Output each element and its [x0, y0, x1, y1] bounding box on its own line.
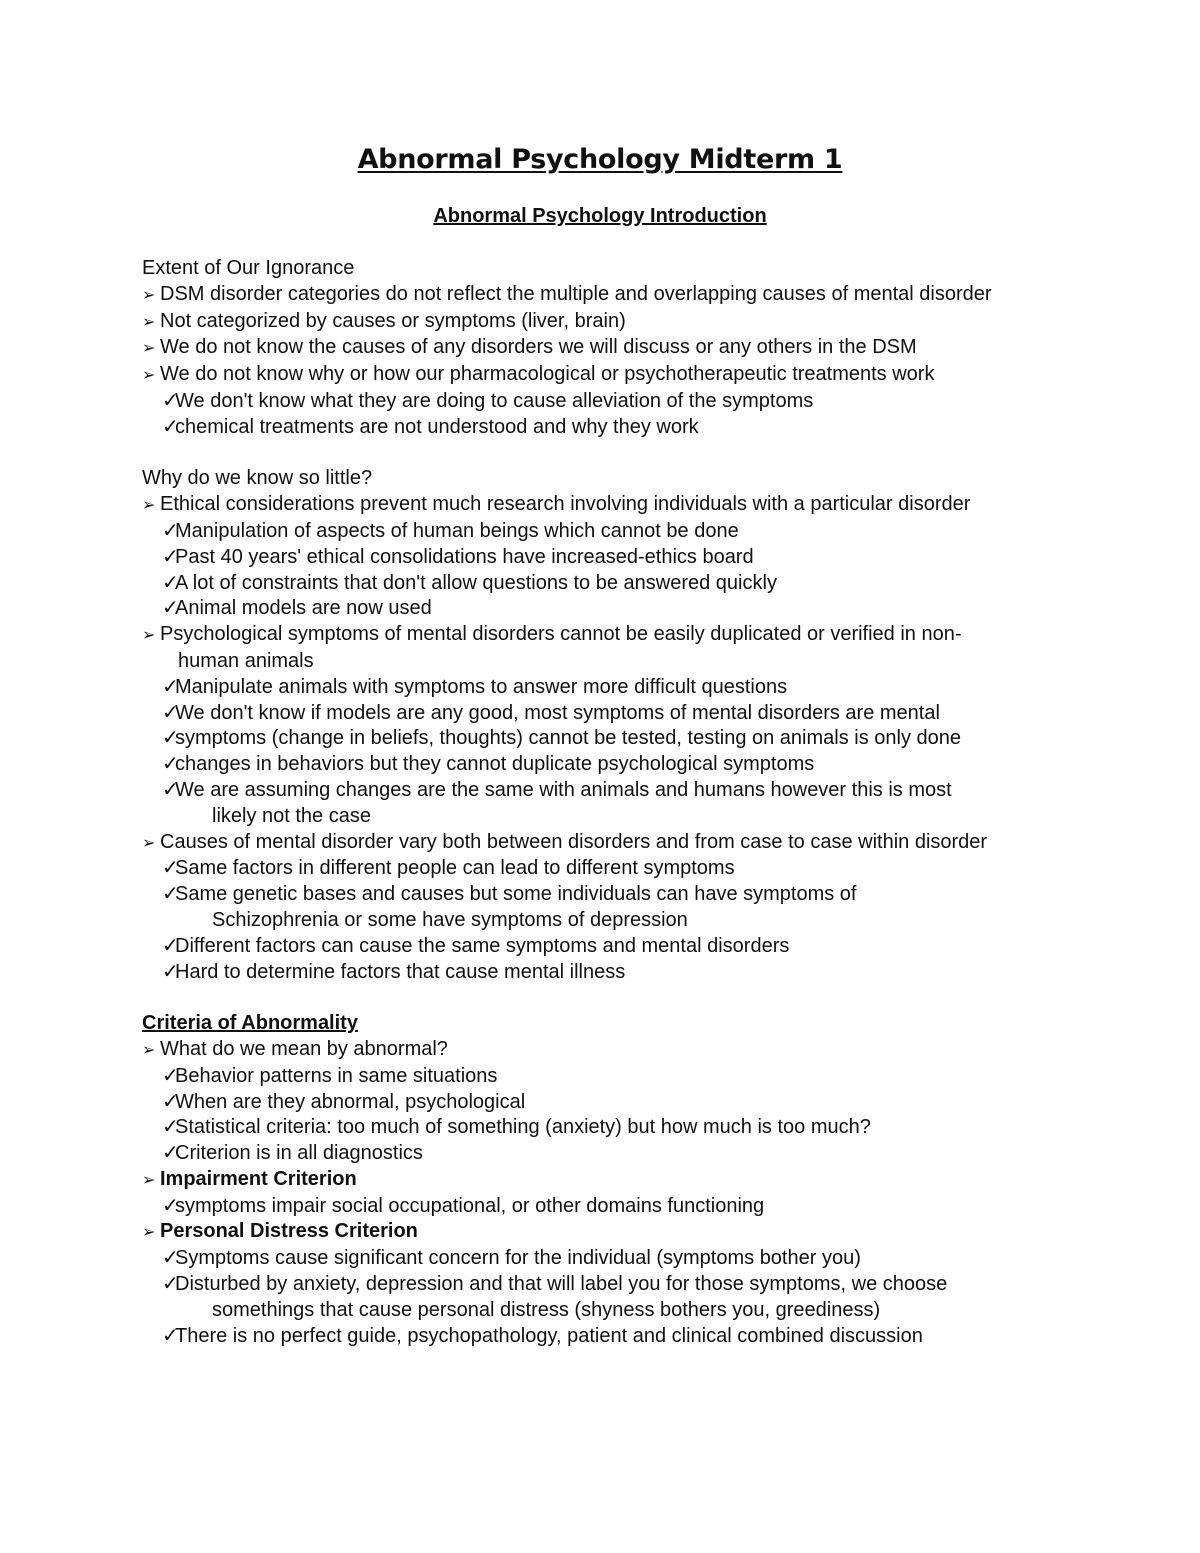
arrow-bullet-icon: ➢ — [142, 286, 156, 304]
list-item-continuation: human animals — [178, 649, 314, 672]
list-item: ➢ We do not know why or how our pharmacological or psychotherapeutic treatments work — [142, 362, 1152, 389]
sub-list-item: ✓We are assuming changes are the same with animals and humans however this is most — [142, 778, 1152, 804]
list-item: ➢ Ethical considerations prevent much research involving individuals with a particular disorder — [142, 492, 1152, 519]
check-bullet-icon: ✓ — [162, 857, 179, 880]
sub-list-item: ✓symptoms (change in beliefs, thoughts) cannot be tested, testing on animals is only done — [142, 726, 1152, 752]
check-bullet-icon: ✓ — [162, 1142, 179, 1165]
sub-list-item: ✓Hard to determine factors that cause mental illness — [142, 960, 1152, 986]
arrow-bullet-icon: ➢ — [142, 834, 156, 852]
check-bullet-icon: ✓ — [162, 389, 179, 412]
sub-list-item: ✓When are they abnormal, psychological — [142, 1090, 1152, 1116]
check-bullet-icon: ✓ — [162, 701, 179, 724]
sub-list-item: ✓chemical treatments are not understood and why they work — [142, 415, 1152, 441]
check-bullet-icon: ✓ — [162, 1324, 179, 1347]
section-heading-criteria: Criteria of Abnormality — [142, 1012, 358, 1035]
check-bullet-icon: ✓ — [162, 1064, 179, 1087]
check-bullet-icon: ✓ — [162, 1247, 179, 1270]
list-item: ➢ Psychological symptoms of mental disorders cannot be easily duplicated or verified in non- — [142, 622, 1152, 649]
list-item-bold: ➢ Personal Distress Criterion — [142, 1219, 1152, 1246]
check-bullet-icon: ✓ — [162, 1194, 179, 1217]
arrow-bullet-icon: ➢ — [142, 1171, 156, 1189]
sub-list-item: ✓Behavior patterns in same situations — [142, 1064, 1152, 1090]
sub-list-item: ✓Disturbed by anxiety, depression and that will label you for those symptoms, we choose — [142, 1272, 1152, 1298]
check-bullet-icon: ✓ — [162, 571, 179, 594]
arrow-bullet-icon: ➢ — [142, 367, 156, 385]
check-bullet-icon: ✓ — [162, 675, 179, 698]
sub-list-item: ✓Same factors in different people can lead to different symptoms — [142, 856, 1152, 882]
spacer — [142, 441, 1152, 467]
sub-list-item: ✓A lot of constraints that don't allow questions to be answered quickly — [142, 571, 1152, 597]
document-subtitle: Abnormal Psychology Introduction — [433, 205, 767, 227]
check-bullet-icon: ✓ — [162, 1273, 179, 1296]
check-bullet-icon: ✓ — [162, 1116, 179, 1139]
check-bullet-icon: ✓ — [162, 727, 179, 750]
arrow-bullet-icon: ➢ — [142, 497, 156, 515]
sub-list-item-continuation: somethings that cause personal distress (shyness bothers you, greediness) — [212, 1298, 881, 1321]
sub-list-item: ✓Criterion is in all diagnostics — [142, 1141, 1152, 1167]
spacer — [142, 985, 1152, 1011]
document-body — [142, 256, 1152, 1349]
sub-list-item: ✓symptoms impair social occupational, or other domains functioning — [142, 1194, 1152, 1220]
sub-list-item: ✓Manipulation of aspects of human beings which cannot be done — [142, 519, 1152, 545]
check-bullet-icon: ✓ — [162, 883, 179, 906]
sub-list-item-continuation: likely not the case — [212, 804, 371, 827]
sub-list-item: ✓Manipulate animals with symptoms to answer more difficult questions — [142, 675, 1152, 701]
list-item: ➢ We do not know the causes of any disorders we will discuss or any others in the DSM — [142, 335, 1152, 362]
check-bullet-icon: ✓ — [162, 934, 179, 957]
list-item: ➢ Causes of mental disorder vary both between disorders and from case to case within disorder — [142, 830, 1152, 857]
sub-list-item: ✓We don't know if models are any good, most symptoms of mental disorders are mental — [142, 701, 1152, 727]
sub-list-item: ✓Animal models are now used — [142, 596, 1152, 622]
list-item-bold: ➢ Impairment Criterion — [142, 1167, 1152, 1194]
document-title: Abnormal Psychology Midterm 1 — [357, 144, 843, 175]
arrow-bullet-icon: ➢ — [142, 627, 156, 645]
list-item: ➢ What do we mean by abnormal? — [142, 1037, 1152, 1064]
sub-list-item: ✓There is no perfect guide, psychopathology, patient and clinical combined discussion — [142, 1324, 1152, 1350]
arrow-bullet-icon: ➢ — [142, 340, 156, 358]
sub-list-item: ✓Past 40 years' ethical consolidations have increased-ethics board — [142, 545, 1152, 571]
section-heading-ignorance: Extent of Our Ignorance — [142, 257, 355, 279]
check-bullet-icon: ✓ — [162, 597, 179, 620]
check-bullet-icon: ✓ — [162, 519, 179, 542]
arrow-bullet-icon: ➢ — [142, 313, 156, 331]
sub-list-item: ✓Same genetic bases and causes but some individuals can have symptoms of — [142, 882, 1152, 908]
sub-list-item: ✓Statistical criteria: too much of something (anxiety) but how much is too much? — [142, 1115, 1152, 1141]
check-bullet-icon: ✓ — [162, 415, 179, 438]
sub-list-item: ✓changes in behaviors but they cannot duplicate psychological symptoms — [142, 752, 1152, 778]
check-bullet-icon: ✓ — [162, 960, 179, 983]
section-heading-why: Why do we know so little? — [142, 467, 373, 490]
arrow-bullet-icon: ➢ — [142, 1041, 156, 1059]
sub-list-item: ✓We don't know what they are doing to cause alleviation of the symptoms — [142, 389, 1152, 415]
list-item: ➢ Not categorized by causes or symptoms (liver, brain) — [142, 309, 1152, 336]
list-item: ➢ DSM disorder categories do not reflect the multiple and overlapping causes of mental disorder — [142, 282, 1152, 309]
check-bullet-icon: ✓ — [162, 1090, 179, 1113]
check-bullet-icon: ✓ — [162, 753, 179, 776]
sub-list-item: ✓Symptoms cause significant concern for the individual (symptoms bother you) — [142, 1246, 1152, 1272]
check-bullet-icon: ✓ — [162, 778, 179, 801]
check-bullet-icon: ✓ — [162, 545, 179, 568]
arrow-bullet-icon: ➢ — [142, 1224, 156, 1242]
sub-list-item-continuation: Schizophrenia or some have symptoms of depression — [212, 908, 688, 931]
sub-list-item: ✓Different factors can cause the same symptoms and mental disorders — [142, 934, 1152, 960]
